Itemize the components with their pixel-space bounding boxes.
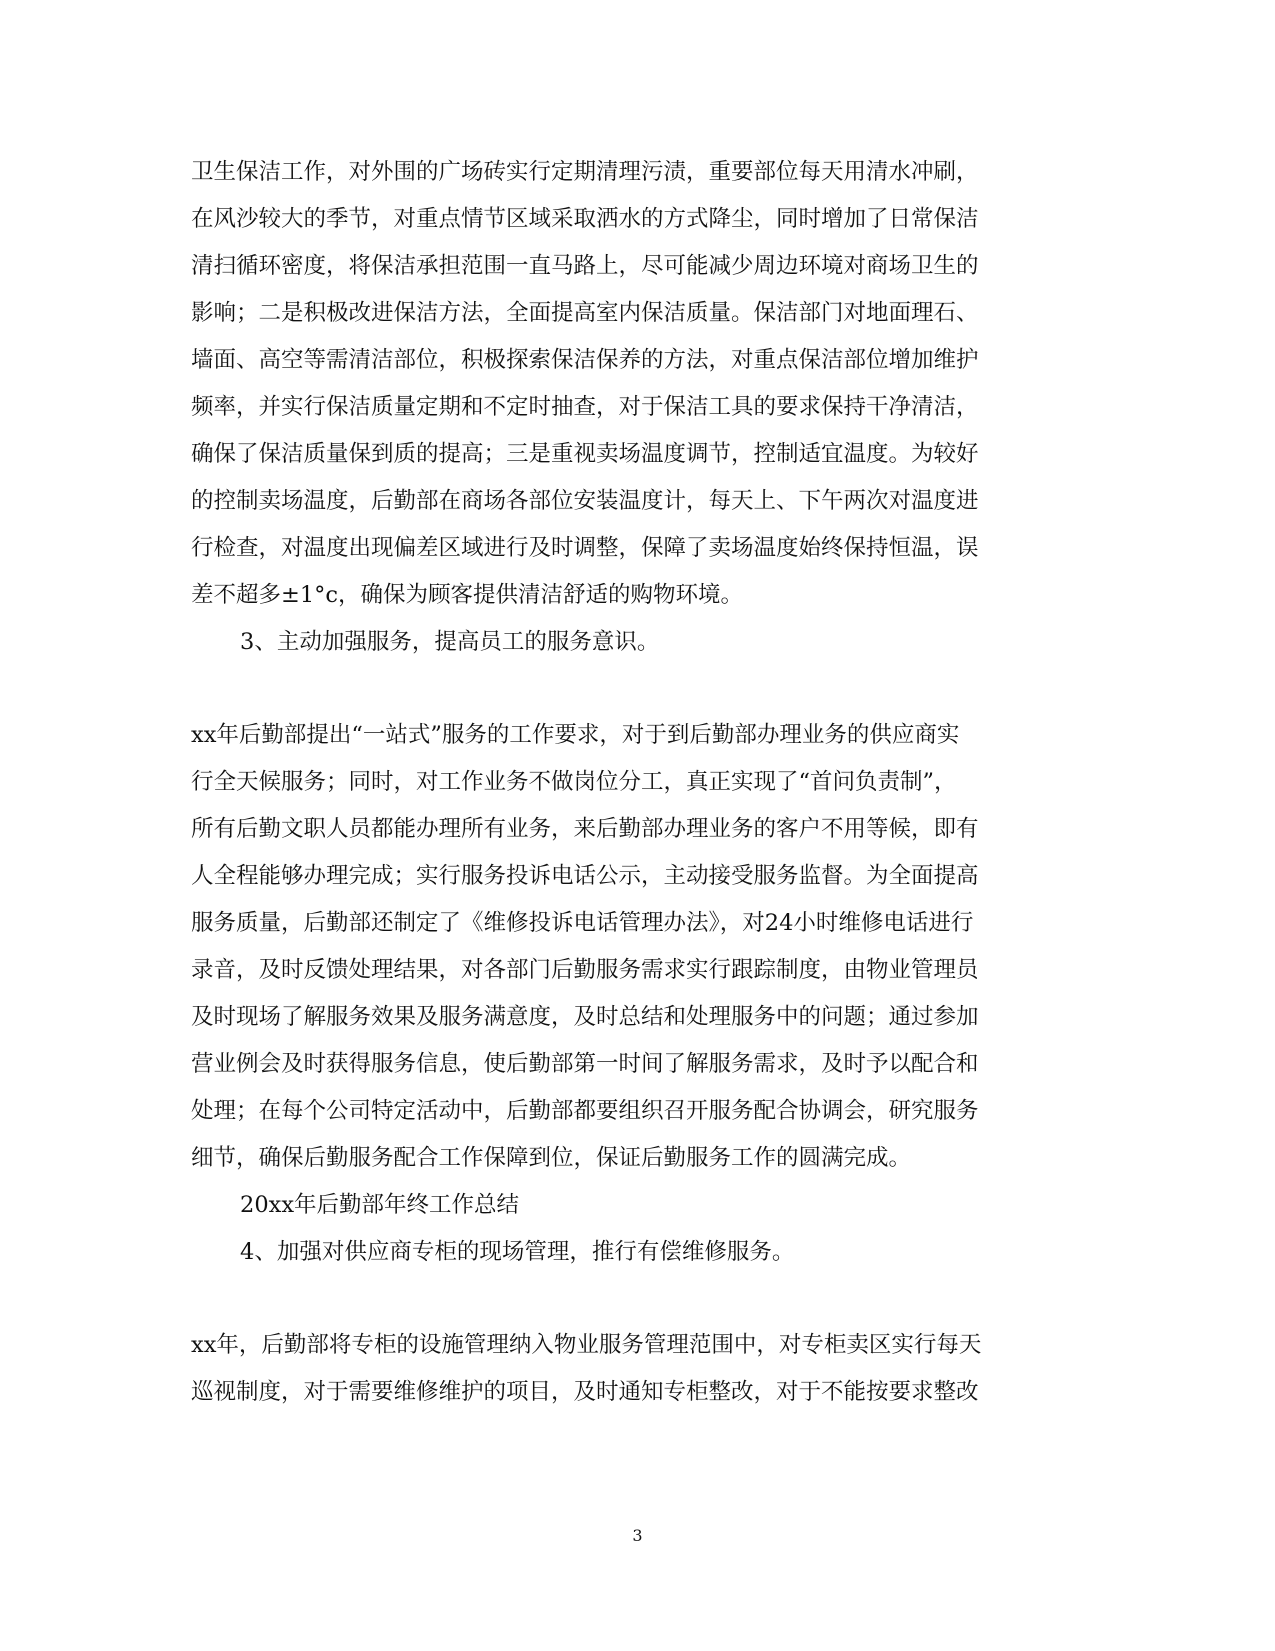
- paragraph-3-line: xx年，后勤部将专柜的设施管理纳入物业服务管理范围中，对专柜卖区实行每天: [191, 1332, 982, 1358]
- paragraph-2-line: 录音，及时反馈处理结果，对各部门后勤服务需求实行跟踪制度，由物业管理员: [191, 957, 979, 983]
- paragraph-2-line: 人全程能够办理完成；实行服务投诉电话公示，主动接受服务监督。为全面提高: [191, 863, 979, 889]
- paragraph-1-line: 卫生保洁工作，对外围的广场砖实行定期清理污渍，重要部位每天用清水冲刷，: [191, 159, 979, 185]
- paragraph-2-line: 所有后勤文职人员都能办理所有业务，来后勤部办理业务的客户不用等候，即有: [191, 816, 979, 842]
- paragraph-2-line: 处理；在每个公司特定活动中，后勤部都要组织召开服务配合协调会，研究服务: [191, 1098, 979, 1124]
- paragraph-2-line: 及时现场了解服务效果及服务满意度，及时总结和处理服务中的问题；通过参加: [191, 1004, 979, 1030]
- paragraph-2-line: 服务质量，后勤部还制定了《维修投诉电话管理办法》，对24小时维修电话进行: [191, 910, 974, 936]
- paragraph-2-line: 行全天候服务；同时，对工作业务不做岗位分工，真正实现了“首问负责制”，: [191, 769, 957, 795]
- paragraph-2-line: 细节，确保后勤服务配合工作保障到位，保证后勤服务工作的圆满完成。: [191, 1145, 912, 1171]
- paragraph-1-line: 的控制卖场温度，后勤部在商场各部位安装温度计，每天上、下午两次对温度进: [191, 488, 979, 514]
- paragraph-1-line: 确保了保洁质量保到质的提高；三是重视卖场温度调节，控制适宜温度。为较好: [191, 441, 979, 467]
- page-number: 3: [632, 1526, 643, 1545]
- section-heading-4: 4、加强对供应商专柜的现场管理，推行有偿维修服务。: [240, 1239, 795, 1265]
- paragraph-1-line: 影响；二是积极改进保洁方法，全面提高室内保洁质量。保洁部门对地面理石、: [191, 300, 979, 326]
- paragraph-3-line: 巡视制度，对于需要维修维护的项目，及时通知专柜整改，对于不能按要求整改: [191, 1379, 979, 1405]
- paragraph-1-line: 行检查，对温度出现偏差区域进行及时调整，保障了卖场温度始终保持恒温，误: [191, 535, 979, 561]
- section-heading-3: 3、主动加强服务，提高员工的服务意识。: [240, 629, 660, 655]
- paragraph-1-line: 墙面、高空等需清洁部位，积极探索保洁保养的方法，对重点保洁部位增加维护: [191, 347, 979, 373]
- paragraph-2-line: xx年后勤部提出“一站式”服务的工作要求，对于到后勤部办理业务的供应商实: [191, 722, 960, 748]
- paragraph-1-line: 差不超多±1°c，确保为顾客提供清洁舒适的购物环境。: [191, 582, 744, 608]
- paragraph-2-line: 营业例会及时获得服务信息，使后勤部第一时间了解服务需求，及时予以配合和: [191, 1051, 979, 1077]
- document-title-line: 20xx年后勤部年终工作总结: [240, 1192, 520, 1218]
- paragraph-1-line: 在风沙较大的季节，对重点情节区域采取洒水的方式降尘，同时增加了日常保洁: [191, 206, 979, 232]
- paragraph-1-line: 清扫循环密度，将保洁承担范围一直马路上，尽可能减少周边环境对商场卫生的: [191, 253, 979, 279]
- paragraph-1-line: 频率，并实行保洁质量定期和不定时抽查，对于保洁工具的要求保持干净清洁，: [191, 394, 979, 420]
